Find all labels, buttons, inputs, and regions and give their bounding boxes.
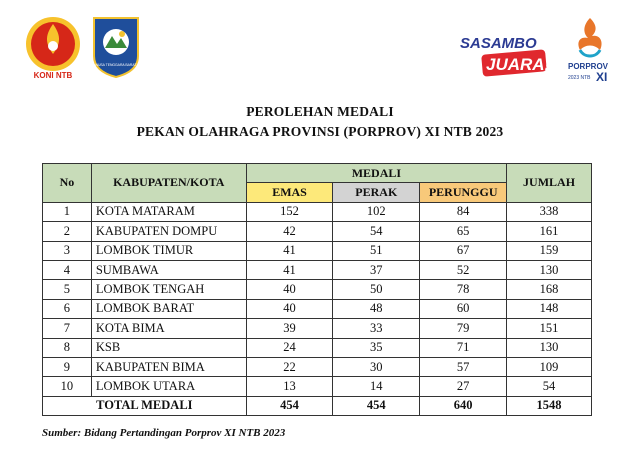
table-row [43,319,592,338]
koni-logo-text: KONI NTB [33,71,73,80]
koni-ntb-logo [20,14,86,82]
cell-emas: 24 [246,338,333,357]
cell-perak: 51 [333,241,420,260]
cell-perunggu: 52 [420,260,507,279]
table-row [43,280,592,299]
header-medali: MEDALI [246,164,506,183]
cell-emas: 41 [246,260,333,279]
cell-jumlah: 148 [507,299,592,318]
header-emas: EMAS [246,183,333,202]
ntb-emblem-text: NUSA TENGGARA BARAT [95,63,137,67]
cell-emas: 13 [246,377,333,396]
medal-table [42,163,592,416]
table-row [43,260,592,279]
table-row [43,202,592,221]
cell-kabupaten: SUMBAWA [91,260,246,279]
cell-perunggu: 71 [420,338,507,357]
cell-no: 1 [43,202,92,221]
header-jumlah: JUMLAH [507,164,592,203]
table-row [43,357,592,376]
header-no: No [43,164,92,203]
total-label: TOTAL MEDALI [43,396,247,415]
total-jumlah: 1548 [507,396,592,415]
cell-no: 5 [43,280,92,299]
cell-perak: 35 [333,338,420,357]
porprov-year-text: 2023 NTB [568,75,591,81]
cell-jumlah: 151 [507,319,592,338]
cell-perunggu: 84 [420,202,507,221]
cell-no: 2 [43,222,92,241]
cell-no: 3 [43,241,92,260]
cell-kabupaten: KOTA BIMA [91,319,246,338]
table-row [43,241,592,260]
ntb-province-emblem [90,14,142,78]
cell-jumlah: 109 [507,357,592,376]
table-body [43,202,592,396]
porprov-numeral-text: XI [596,70,608,84]
total-emas: 454 [246,396,333,415]
cell-emas: 42 [246,222,333,241]
sasambo-juara-logo [458,28,550,78]
cell-emas: 152 [246,202,333,221]
cell-no: 8 [43,338,92,357]
cell-jumlah: 159 [507,241,592,260]
cell-jumlah: 130 [507,260,592,279]
header-perunggu: PERUNGGU [420,183,507,202]
cell-no: 10 [43,377,92,396]
cell-emas: 40 [246,299,333,318]
document-title: PEROLEHAN MEDALI [246,104,394,119]
cell-kabupaten: LOMBOK BARAT [91,299,246,318]
cell-emas: 22 [246,357,333,376]
total-row [43,396,592,415]
cell-kabupaten: KABUPATEN DOMPU [91,222,246,241]
cell-jumlah: 338 [507,202,592,221]
cell-perunggu: 67 [420,241,507,260]
cell-no: 7 [43,319,92,338]
table-row [43,377,592,396]
source-note: Sumber: Bidang Pertandingan Porprov XI NTB 2023 [42,427,286,439]
cell-emas: 41 [246,241,333,260]
total-perunggu: 640 [420,396,507,415]
porprov-logo-text: PORPROV [568,62,609,71]
cell-perak: 14 [333,377,420,396]
cell-no: 4 [43,260,92,279]
cell-perunggu: 79 [420,319,507,338]
cell-perunggu: 65 [420,222,507,241]
cell-jumlah: 168 [507,280,592,299]
table-row [43,299,592,318]
cell-perunggu: 57 [420,357,507,376]
cell-jumlah: 54 [507,377,592,396]
sasambo-logo-text: SASAMBO [460,35,537,52]
cell-perak: 54 [333,222,420,241]
header-kabupaten: KABUPATEN/KOTA [91,164,246,203]
cell-kabupaten: LOMBOK TIMUR [91,241,246,260]
cell-no: 9 [43,357,92,376]
cell-kabupaten: KSB [91,338,246,357]
cell-jumlah: 161 [507,222,592,241]
cell-perak: 37 [333,260,420,279]
cell-kabupaten: LOMBOK UTARA [91,377,246,396]
cell-emas: 39 [246,319,333,338]
cell-jumlah: 130 [507,338,592,357]
cell-perak: 48 [333,299,420,318]
cell-perunggu: 78 [420,280,507,299]
cell-perunggu: 27 [420,377,507,396]
total-perak: 454 [333,396,420,415]
cell-perak: 33 [333,319,420,338]
cell-emas: 40 [246,280,333,299]
cell-perak: 102 [333,202,420,221]
cell-perunggu: 60 [420,299,507,318]
cell-perak: 50 [333,280,420,299]
cell-kabupaten: KOTA MATARAM [91,202,246,221]
cell-perak: 30 [333,357,420,376]
juara-logo-text: JUARA! [486,55,550,74]
table-row [43,338,592,357]
document-subtitle: PEKAN OLAHRAGA PROVINSI (PORPROV) XI NTB 2023 [136,124,504,139]
table-row [43,222,592,241]
porprov-xi-logo [566,14,614,84]
header-perak: PERAK [333,183,420,202]
cell-kabupaten: LOMBOK TENGAH [91,280,246,299]
cell-no: 6 [43,299,92,318]
cell-kabupaten: KABUPATEN BIMA [91,357,246,376]
